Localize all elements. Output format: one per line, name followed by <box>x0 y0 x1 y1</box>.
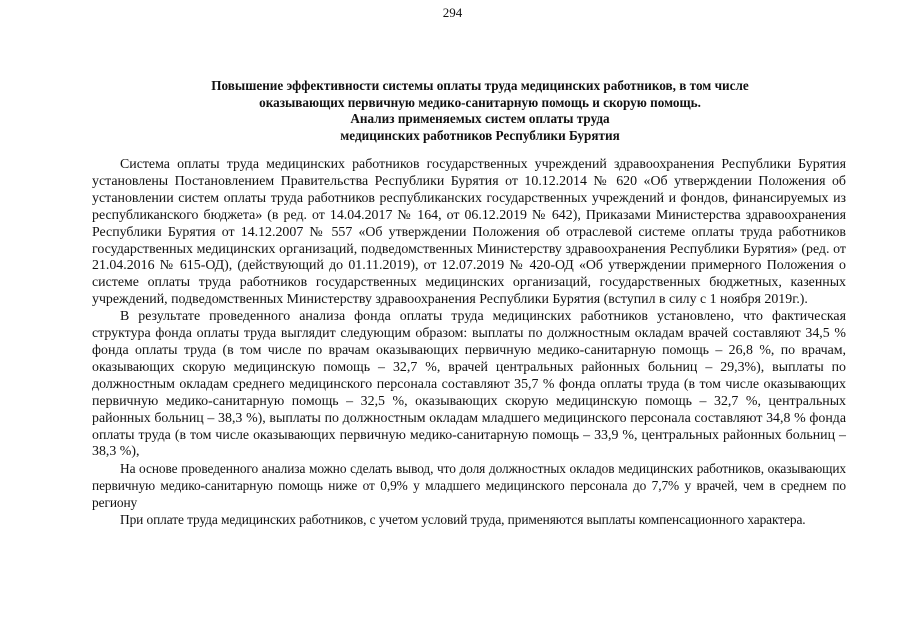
paragraph-pay-system-regulations: Система оплаты труда медицинских работников государственных учреждений здравоохранения Республики Бурятия установлены Постановлением Правительства Республики Бурятия от 10.12.2014 № 620 «Об утверждении Положения об установлении систем оплаты труда работников республиканских государственных учреждений и фондов, финансируемых из республиканского бюджета» (в ред. от 14.04.2017 № 164, от 06.12.2019 № 642), Приказами Министерства здравоохранения Республики Бурятия от 14.12.2007 № 557 «Об утверждении Положения об отраслевой системе оплаты труда работников государственных медицинских организаций, подведомственных Министерству здравоохранения Республики Бурятия» (ред. от 21.04.2016 № 615-ОД), (действующий до 01.11.2019), от 12.07.2019 № 420-ОД «Об утверждении примерного Положения о системе оплаты труда работников государственных медицинских организаций, государственных бюджетных, казенных учреждений, подведомственных Министерству здравоохранения Республики Бурятия (вступил в силу с 1 ноября 2019г.). <box>92 157 846 308</box>
page-number: 294 <box>442 5 463 20</box>
section-heading <box>150 78 810 144</box>
paragraph-conclusion: На основе проведенного анализа можно сделать вывод, что доля должностных окладов медицинских работников, оказывающих первичную медико-санитарную помощь ниже от 0,9% у младшего медицинского персонала до 7,7% у врачей, чем в среднем по региону <box>92 461 846 511</box>
paragraph-compensation-payments: При оплате труда медицинских работников, с учетом условий труда, применяются выплаты компенсационного характера. <box>120 512 806 528</box>
heading-line: Повышение эффективности системы оплаты труда медицинских работников, в том числе <box>211 78 749 93</box>
heading-line: оказывающих первичную медико-санитарную помощь и скорую помощь. <box>259 94 701 110</box>
document-body <box>92 157 846 529</box>
heading-line: Анализ применяемых систем оплаты труда <box>350 111 610 127</box>
heading-line: медицинских работников Республики Бурятия <box>340 127 620 143</box>
paragraph-payroll-analysis: В результате проведенного анализа фонда оплаты труда медицинских работников установлено, что фактическая структура фонда оплаты труда выглядит следующим образом: выплаты по должностным окладам врачей составляют 34,5 % фонда оплаты труда (в том числе по врачам оказывающих первичную медико-санитарную помощь – 26,8 %, по врачам, оказывающих скорую медицинскую помощь – 32,7 %, врачей центральных районных больниц – 29,3%), выплаты по должностным окладам среднего медицинского персонала составляют 35,7 % фонда оплаты труда (в том числе оказывающих первичную медико-санитарную помощь – 32,5 %, оказывающих скорую медицинскую помощь – 32,7 %, центральных районных больниц – 38,3 %), выплаты по должностным окладам младшего медицинского персонала составляют 34,8 % фонда оплаты труда (в том числе оказывающих первичную медико-санитарную помощь – 33,9 %, центральных районных больниц – 38,3 %), <box>92 309 846 460</box>
